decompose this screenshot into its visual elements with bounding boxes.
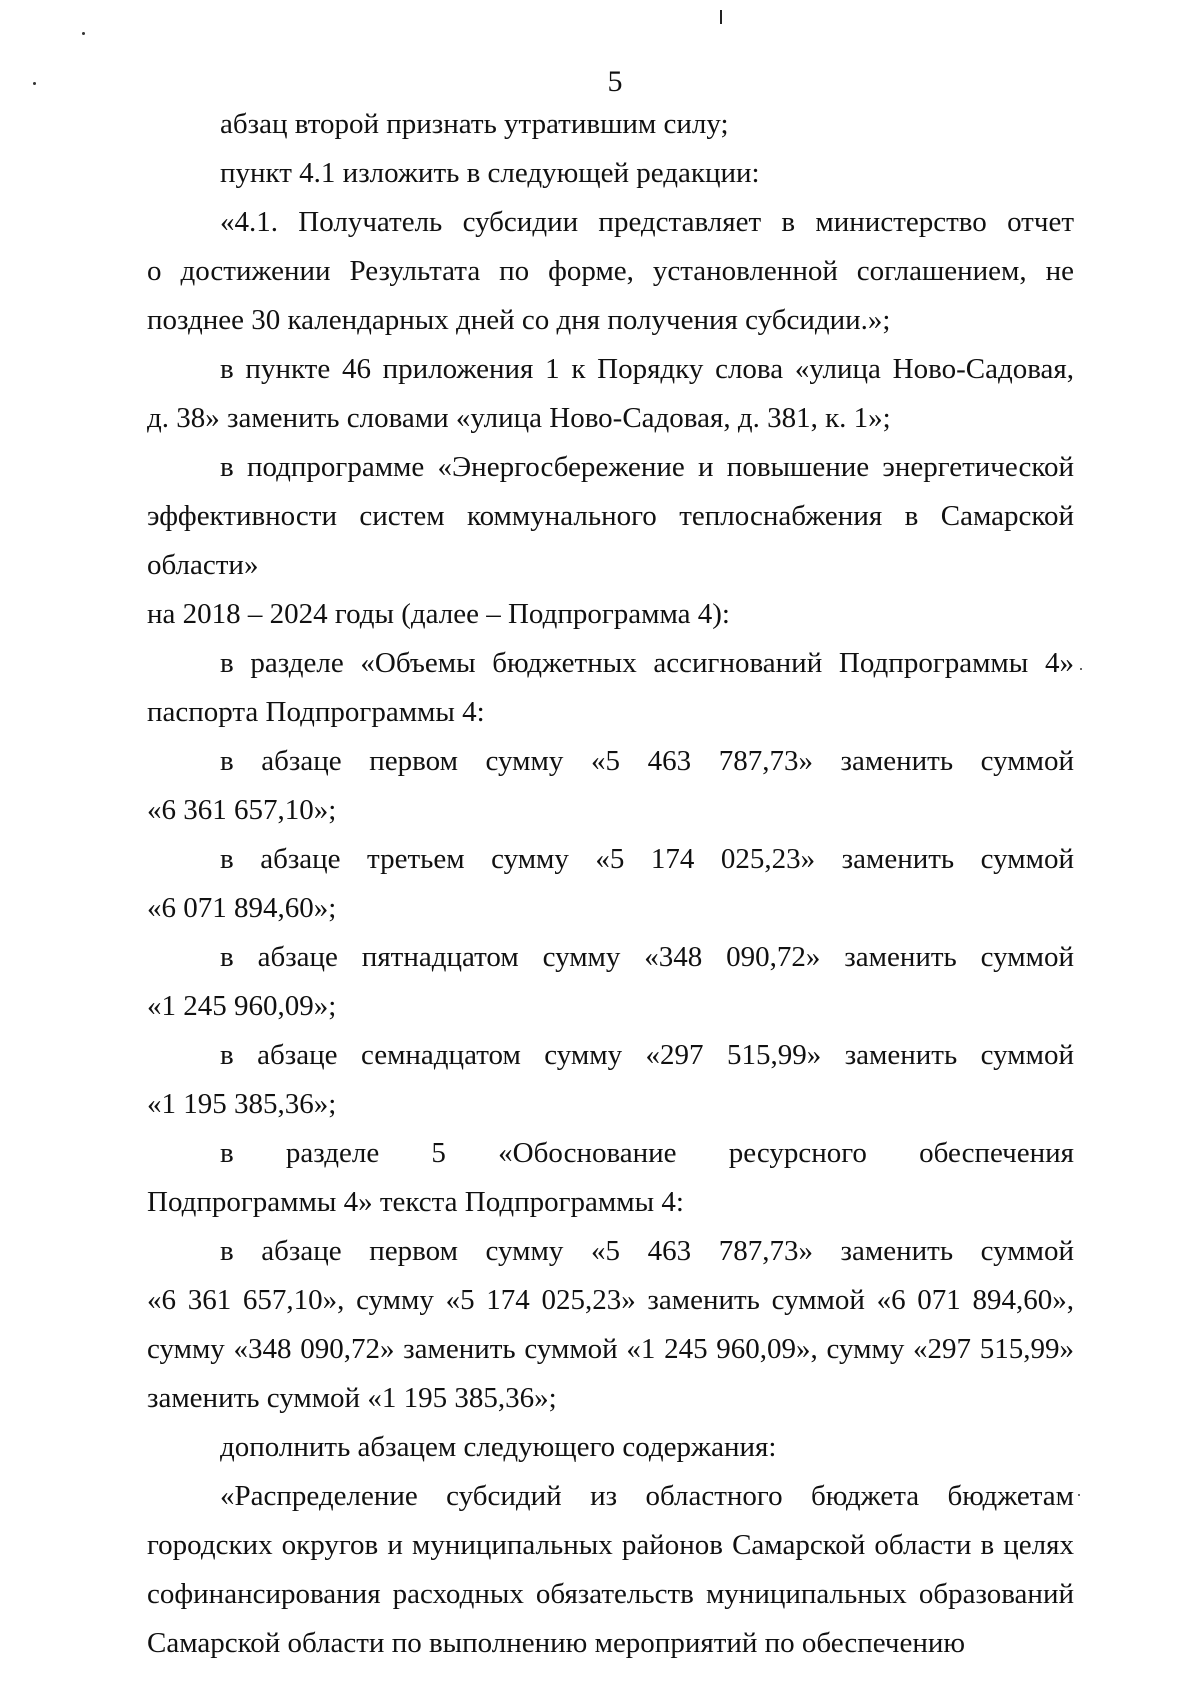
document-body [147, 100, 1074, 1668]
text-line: «Распределение субсидий из областного бюджета бюджетам [220, 1480, 1074, 1512]
text-line: «1 245 960,09»; [147, 990, 337, 1022]
paragraph [147, 639, 1074, 737]
paragraph [147, 933, 1074, 1031]
paragraph [147, 100, 1074, 149]
text-line: в разделе 5 «Обоснование ресурсного обеспечения [220, 1137, 1074, 1169]
scan-mark [720, 10, 722, 24]
text-line: о достижении Результата по форме, установленной соглашением, не [147, 255, 1074, 287]
text-line: позднее 30 календарных дней со дня получения субсидии.»; [147, 304, 891, 336]
text-line: «6 361 657,10», сумму «5 174 025,23» заменить суммой «6 071 894,60», [147, 1284, 1074, 1316]
text-line: заменить суммой «1 195 385,36»; [147, 1382, 557, 1414]
paragraph [147, 443, 1074, 639]
text-line: абзац второй признать утратившим силу; [220, 108, 729, 140]
paragraph [147, 345, 1074, 443]
text-line: на 2018 – 2024 годы (далее – Подпрограмма 4): [147, 598, 730, 630]
page-number: 5 [607, 65, 623, 98]
paragraph [147, 1227, 1074, 1423]
text-line: в абзаце первом сумму «5 463 787,73» заменить суммой [220, 745, 1074, 777]
text-line: «1 195 385,36»; [147, 1088, 337, 1120]
paragraph [147, 1031, 1074, 1129]
text-line: в абзаце первом сумму «5 463 787,73» заменить суммой [220, 1235, 1074, 1267]
text-line: «6 071 894,60»; [147, 892, 337, 924]
text-line: Самарской области по выполнению мероприятий по обеспечению [147, 1627, 966, 1659]
text-line: софинансирования расходных обязательств муниципальных образований [147, 1578, 1074, 1610]
scan-speck [82, 32, 85, 35]
text-line: «4.1. Получатель субсидии представляет в министерство отчет [220, 206, 1074, 238]
text-line: городских округов и муниципальных районов Самарской области в целях [147, 1529, 1074, 1561]
text-line: в абзаце семнадцатом сумму «297 515,99» заменить суммой [220, 1039, 1074, 1071]
paragraph [147, 149, 1074, 198]
paragraph [147, 737, 1074, 835]
text-line: д. 38» заменить словами «улица Ново-Садовая, д. 381, к. 1»; [147, 402, 891, 434]
text-line: сумму «348 090,72» заменить суммой «1 245 960,09», сумму «297 515,99» [147, 1333, 1074, 1365]
text-line: эффективности систем коммунального теплоснабжения в Самарской области» [147, 500, 1074, 581]
text-line: Подпрограммы 4» текста Подпрограммы 4: [147, 1186, 684, 1218]
text-line: пункт 4.1 изложить в следующей редакции: [220, 157, 760, 189]
scan-speck [1080, 668, 1082, 670]
scan-speck [1078, 1494, 1080, 1496]
text-line: в абзаце третьем сумму «5 174 025,23» заменить суммой [220, 843, 1074, 875]
paragraph [147, 1129, 1074, 1227]
paragraph [147, 1423, 1074, 1472]
text-line: в пункте 46 приложения 1 к Порядку слова «улица Ново-Садовая, [220, 353, 1074, 385]
paragraph [147, 198, 1074, 345]
text-line: в абзаце пятнадцатом сумму «348 090,72» заменить суммой [220, 941, 1074, 973]
text-line: дополнить абзацем следующего содержания: [220, 1431, 777, 1463]
text-line: «6 361 657,10»; [147, 794, 337, 826]
text-line: паспорта Подпрограммы 4: [147, 696, 485, 728]
text-line: в подпрограмме «Энергосбережение и повышение энергетической [220, 451, 1074, 483]
paragraph [147, 835, 1074, 933]
text-line: в разделе «Объемы бюджетных ассигнований Подпрограммы 4» [220, 647, 1074, 679]
paragraph [147, 1472, 1074, 1668]
